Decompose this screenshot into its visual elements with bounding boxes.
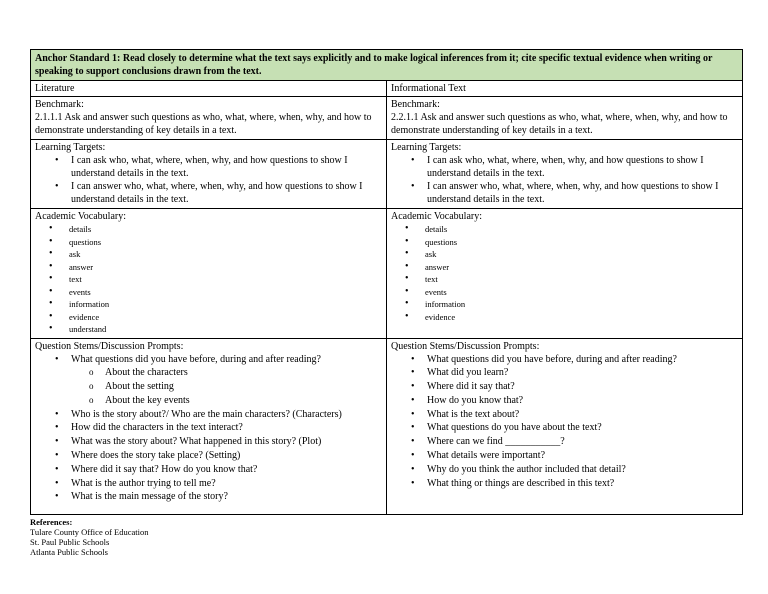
list-item: • evidence bbox=[425, 311, 738, 324]
targets-label: Learning Targets: bbox=[391, 142, 462, 153]
vocabulary-row bbox=[31, 209, 743, 339]
list-item: • What questions do you have about the text? bbox=[427, 421, 738, 435]
targets-label: Learning Targets: bbox=[35, 142, 106, 153]
informational-vocab-cell bbox=[387, 209, 743, 339]
benchmark-label: Benchmark: bbox=[35, 99, 84, 110]
literature-prompts-cell bbox=[31, 338, 387, 514]
list-item: • events bbox=[425, 286, 738, 299]
benchmark-text: 2.1.1.1 Ask and answer such questions as who, what, where, when, why, and how to demonstrate understanding of key details in a text. bbox=[35, 112, 372, 136]
header-row bbox=[31, 50, 743, 81]
prompts-list bbox=[35, 353, 382, 505]
prompts-label: Question Stems/Discussion Prompts: bbox=[35, 340, 184, 352]
vocab-label: Academic Vocabulary: bbox=[35, 211, 126, 222]
prompts-row bbox=[31, 338, 743, 514]
prompt-text: What questions did you have before, during and after reading? bbox=[71, 353, 321, 365]
references-section bbox=[30, 517, 742, 557]
prompts-label: Question Stems/Discussion Prompts: bbox=[391, 340, 540, 352]
list-item: • information bbox=[425, 298, 738, 311]
reference-item: Tulare County Office of Education bbox=[30, 526, 149, 537]
list-item: • text bbox=[425, 273, 738, 286]
informational-prompts-cell bbox=[387, 338, 743, 514]
sub-list-item: o About the characters bbox=[105, 366, 382, 380]
informational-targets-cell bbox=[387, 140, 743, 209]
list-item: • How did the characters in the text interact? bbox=[71, 421, 382, 435]
benchmark-label: Benchmark: bbox=[391, 99, 440, 110]
list-item: • understand bbox=[69, 323, 382, 336]
sub-list-item: o About the key events bbox=[105, 394, 382, 408]
references-title: References: bbox=[30, 516, 73, 527]
document-page bbox=[30, 49, 742, 557]
anchor-standard-header: Anchor Standard 1: Read closely to determine what the text says explicitly and to make logical inferences from it; cite specific textual evidence when writing or speaking to support conclusions drawn from the text. bbox=[31, 50, 743, 81]
learning-targets-row bbox=[31, 140, 743, 209]
list-item: • answer bbox=[69, 261, 382, 274]
sub-list-item: o About the setting bbox=[105, 380, 382, 394]
list-item: • What was the story about? What happened in this story? (Plot) bbox=[71, 435, 382, 449]
list-item: • How do you know that? bbox=[427, 394, 738, 408]
list-item: • I can ask who, what, where, when, why, and how questions to show I understand details in the text. bbox=[71, 154, 382, 180]
sub-prompts-list bbox=[71, 366, 382, 407]
benchmark-row bbox=[31, 97, 743, 140]
list-item: • What details were important? bbox=[427, 449, 738, 463]
list-item: • What is the author trying to tell me? bbox=[71, 477, 382, 491]
list-item: • Why do you think the author included that detail? bbox=[427, 463, 738, 477]
list-item: • answer bbox=[425, 261, 738, 274]
list-item: • Where can we find ___________? bbox=[427, 435, 738, 449]
literature-vocab-cell bbox=[31, 209, 387, 339]
list-item: • events bbox=[69, 286, 382, 299]
literature-benchmark-cell bbox=[31, 97, 387, 140]
prompts-list bbox=[391, 353, 738, 491]
informational-benchmark-cell bbox=[387, 97, 743, 140]
list-item: • questions bbox=[425, 236, 738, 249]
literature-targets-cell bbox=[31, 140, 387, 209]
column-title-row bbox=[31, 81, 743, 97]
list-item: • Where did it say that? How do you know that? bbox=[71, 463, 382, 477]
reference-item: Atlanta Public Schools bbox=[30, 546, 108, 557]
reference-item: St. Paul Public Schools bbox=[30, 536, 110, 547]
list-item: • text bbox=[69, 273, 382, 286]
vocab-list bbox=[35, 223, 382, 336]
list-item: • I can ask who, what, where, when, why, and how questions to show I understand details in the text. bbox=[427, 154, 738, 180]
list-item: • Where does the story take place? (Setting) bbox=[71, 449, 382, 463]
informational-column-title: Informational Text bbox=[387, 81, 743, 97]
list-item: • What is the main message of the story? bbox=[71, 490, 382, 504]
list-item: • Who is the story about?/ Who are the main characters? (Characters) bbox=[71, 408, 382, 422]
list-item: • I can answer who, what, where, when, why, and how questions to show I understand details in the text. bbox=[71, 180, 382, 206]
list-item: • details bbox=[69, 223, 382, 236]
vocab-label: Academic Vocabulary: bbox=[391, 211, 482, 222]
targets-list bbox=[391, 154, 738, 206]
list-item: • What questions did you have before, during and after reading? bbox=[427, 353, 738, 367]
literature-column-title: Literature bbox=[31, 81, 387, 97]
benchmark-text: 2.2.1.1 Ask and answer such questions as who, what, where, when, why, and how to demonstrate understanding of key details in a text. bbox=[391, 112, 728, 136]
list-item: • information bbox=[69, 298, 382, 311]
standards-table bbox=[30, 49, 743, 515]
list-item: • questions bbox=[69, 236, 382, 249]
list-item: • ask bbox=[69, 248, 382, 261]
list-item: • What is the text about? bbox=[427, 408, 738, 422]
targets-list bbox=[35, 154, 382, 206]
list-item: • I can answer who, what, where, when, why, and how questions to show I understand details in the text. bbox=[427, 180, 738, 206]
list-item: • Where did it say that? bbox=[427, 380, 738, 394]
list-item bbox=[71, 353, 382, 408]
list-item: • details bbox=[425, 223, 738, 236]
list-item: • What thing or things are described in this text? bbox=[427, 477, 738, 491]
vocab-list bbox=[391, 223, 738, 323]
list-item: • What did you learn? bbox=[427, 366, 738, 380]
list-item: • ask bbox=[425, 248, 738, 261]
list-item: • evidence bbox=[69, 311, 382, 324]
